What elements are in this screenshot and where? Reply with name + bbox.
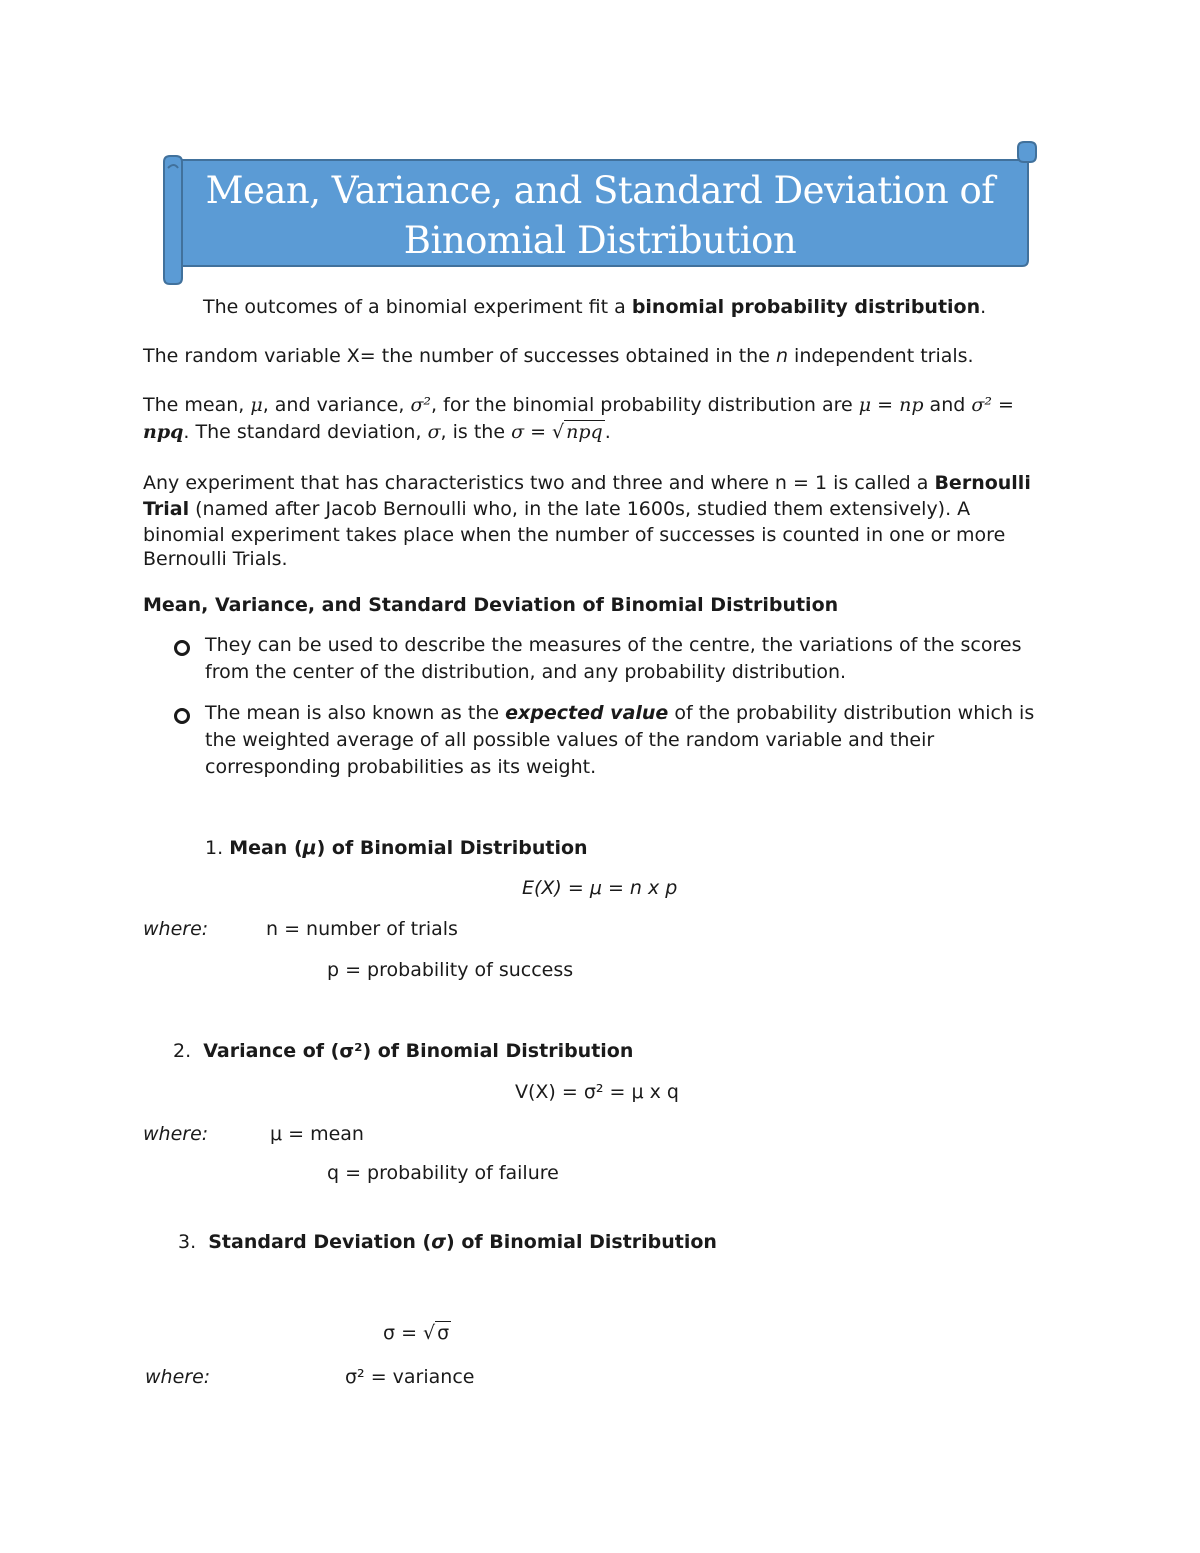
item2-def2: q = probability of failure <box>327 1162 559 1184</box>
bullet2-bold-term: expected value <box>505 702 669 724</box>
bernoulli-bold: Bernoulli <box>934 472 1031 494</box>
item1-formula: E(X) = μ = n x p <box>522 877 678 899</box>
mean-variance-line1 <box>143 392 1014 418</box>
bullet2-line3: corresponding probabilities as its weight. <box>205 756 597 778</box>
item3-title-end: ) of Binomial Distribution <box>446 1231 717 1253</box>
item1-def2: p = probability of success <box>327 959 574 981</box>
mv-variance-formula-b: npq <box>143 421 184 443</box>
intro-text: The outcomes of a binomial experiment fit a <box>203 296 632 318</box>
item1-number: 1. <box>205 837 224 859</box>
item2-title: Variance of (σ²) of Binomial Distribution <box>203 1040 634 1062</box>
item3-formula <box>383 1320 451 1346</box>
mv-end: . <box>604 421 611 443</box>
mv-sigma-symbol: σ <box>427 421 441 443</box>
intro-paragraph <box>203 294 986 320</box>
item3-def1: σ² = variance <box>345 1366 475 1388</box>
banner-title-line2: Binomial Distribution <box>403 219 797 262</box>
bullet-circle-icon <box>174 640 190 656</box>
bernoulli-text-2: (named after Jacob Bernoulli who, in the late 1600s, studied them extensively). A <box>189 498 971 520</box>
mv-mu-symbol: μ <box>250 394 263 416</box>
mv-variance-formula-a: σ² = <box>971 394 1014 416</box>
bernoulli-trial-bold: Trial <box>143 498 190 520</box>
intro-end: . <box>980 296 987 318</box>
bernoulli-text: Any experiment that has characteristics two and three and where n = 1 is called a <box>143 472 935 494</box>
mv-and: and <box>923 394 972 416</box>
item1-title-end: ) of Binomial Distribution <box>316 837 588 859</box>
mv-text-2: , and variance, <box>262 394 411 416</box>
item3-symbol: σ <box>431 1231 447 1253</box>
bernoulli-line1 <box>143 470 1031 496</box>
item1-where: where: <box>143 918 209 940</box>
banner-title <box>180 166 1020 266</box>
item3-heading <box>178 1229 717 1255</box>
item3-title: Standard Deviation ( <box>208 1231 432 1253</box>
mv-mean-formula: μ = np <box>858 394 924 416</box>
item2-heading <box>173 1038 633 1064</box>
bernoulli-line3: binomial experiment takes place when the number of successes is counted in one or more <box>143 524 1006 546</box>
mv-text: The mean, <box>143 394 251 416</box>
mv-sd-text-2: , is the <box>440 421 512 443</box>
banner-title-line1: Mean, Variance, and Standard Deviation of <box>205 169 995 212</box>
bullet2-text: The mean is also known as the <box>205 702 506 724</box>
item2-number: 2. <box>173 1040 192 1062</box>
bullet2-line2: the weighted average of all possible values of the random variable and their <box>205 729 935 751</box>
mv-sd-radicand: npq <box>566 421 603 443</box>
item1-title: Mean ( <box>229 837 303 859</box>
mv-text-3: , for the binomial probability distribution are <box>431 394 859 416</box>
rv-text-end: independent trials. <box>788 345 974 367</box>
section-heading: Mean, Variance, and Standard Deviation of Binomial Distribution <box>143 594 839 616</box>
rv-n: n <box>775 345 789 367</box>
item2-def1: μ = mean <box>270 1123 364 1145</box>
item1-heading <box>205 835 588 861</box>
mv-sd-text: . The standard deviation, <box>183 421 428 443</box>
mv-sigma2-symbol: σ² <box>410 394 432 416</box>
rv-text: The random variable X= the number of successes obtained in the <box>143 345 776 367</box>
item3-formula-radicand: σ <box>437 1322 450 1344</box>
title-banner <box>150 138 1040 288</box>
bernoulli-line4: Bernoulli Trials. <box>143 548 288 570</box>
bernoulli-line2 <box>143 496 970 522</box>
item3-number: 3. <box>178 1231 197 1253</box>
item1-def1: n = number of trials <box>266 918 458 940</box>
bullet1-line2: from the center of the distribution, and any probability distribution. <box>205 661 847 683</box>
item3-where: where: <box>145 1366 211 1388</box>
bullet2-text-end: of the probability distribution which is <box>668 702 1035 724</box>
random-variable-paragraph <box>143 343 974 369</box>
item2-formula: V(X) = σ² = μ x q <box>515 1081 679 1103</box>
item1-symbol: μ <box>302 837 317 859</box>
bullet2-line1 <box>205 700 1034 726</box>
intro-bold-term: binomial probability distribution <box>631 296 981 318</box>
item3-formula-text: σ = √ <box>383 1322 436 1344</box>
mean-variance-line2: npq. The standard deviation, σ, is the σ = √ npq . <box>143 421 611 443</box>
item2-where: where: <box>143 1123 209 1145</box>
bullet1-line1: They can be used to describe the measures of the centre, the variations of the scores <box>205 634 1022 656</box>
bullet-circle-icon <box>174 708 190 724</box>
mv-sd-formula: σ = <box>511 421 553 443</box>
